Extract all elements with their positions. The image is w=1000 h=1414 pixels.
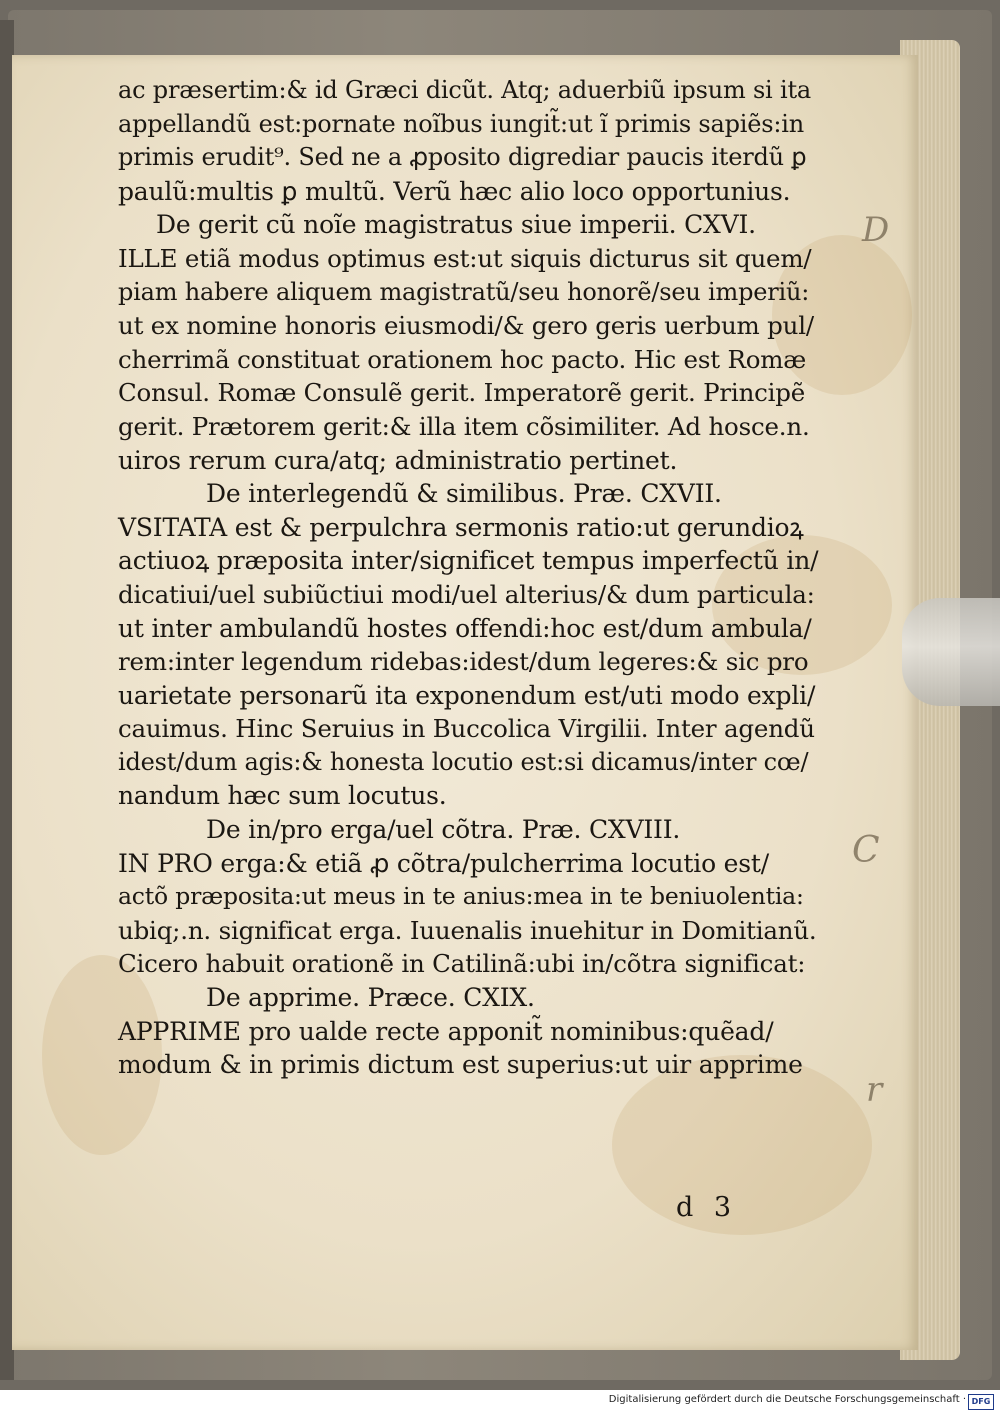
text-line: actõ præposita:ut meus in te anius:mea in te beniuolentia:: [118, 882, 804, 911]
text-line: piam habere aliquem magistratũ/seu honorẽ/seu imperiũ:: [118, 277, 810, 306]
text-line: APPRIME pro ualde recte apponit̃ nominibus:quẽad/: [118, 1016, 774, 1046]
text-line: VSITATA est & perpulchra sermonis ratio:ut gerundioꝝ: [118, 512, 804, 542]
margin-annotation: r: [866, 1070, 883, 1110]
text-line: cauimus. Hinc Seruius in Buccolica Virgilii. Inter agendũ: [118, 714, 815, 744]
text-line: paulũ:multis ꝑ multũ. Verũ hæc alio loco opportunius.: [118, 176, 791, 206]
text-line: uiros rerum cura/atq; administratio pertinet.: [118, 445, 678, 475]
text-line: cherrimã constituat orationem hoc pacto. Hic est Romæ: [118, 344, 807, 374]
page-text: [118, 74, 818, 1082]
margin-annotation: D: [862, 210, 890, 250]
text-line: rem:inter legendum ridebas:idest/dum legeres:& sic pro: [118, 647, 809, 677]
text-line: dicatiui/uel subiũctiui modi/uel alterius/& dum particula:: [118, 579, 815, 609]
footer-bar: [0, 1390, 1000, 1414]
text-line: actiuoꝝ præposita inter/significet tempus imperfectũ in/: [118, 546, 819, 576]
text-line: IN PRO erga:& etiã ꝓ cõtra/pulcherrima locutio est/: [118, 848, 769, 878]
text-line: ubiq;.n. significat erga. Iuuenalis inuehitur in Domitianũ.: [118, 915, 817, 945]
text-line: ILLE etiã modus optimus est:ut siquis dicturus sit quem/: [118, 243, 812, 273]
foxing-stain: [612, 1055, 872, 1235]
section-heading: De apprime. Præce. CXIX.: [206, 983, 535, 1013]
text-line: idest/dum agis:& honesta locutio est:si dicamus/inter cœ/: [118, 747, 809, 776]
text-line: nandum hæc sum locutus.: [118, 781, 447, 811]
section-heading: De in/pro erga/uel cõtra. Præ. CXVIII.: [206, 815, 681, 845]
section-heading: De gerit cũ noĩe magistratus siue imperii. CXVI.: [156, 210, 756, 240]
text-line: ut inter ambulandũ hostes offendi:hoc est/dum ambula/: [118, 613, 812, 643]
signature-mark: d 3: [676, 1192, 738, 1223]
section-heading: De interlegendũ & similibus. Præ. CXVII.: [206, 479, 722, 509]
text-line: gerit. Prætorem gerit:& illa item cõsimiliter. Ad hosce.n.: [118, 411, 810, 441]
text-line: uarietate personarũ ita exponendum est/uti modo expli/: [118, 680, 816, 710]
text-line: modum & in primis dictum est superius:ut uir apprime: [118, 1050, 803, 1080]
text-line: appellandũ est:pornate noĩbus iungit̃:ut ĩ primis sapiẽs:in: [118, 109, 805, 138]
page-clip: [902, 598, 1000, 706]
footer-credit: Digitalisierung gefördert durch die Deutsche Forschungsgemeinschaft ·: [608, 1394, 966, 1405]
text-line: ac præsertim:& id Græci dicũt. Atq; aduerbiũ ipsum si ita: [118, 76, 811, 104]
text-line: ut ex nomine honoris eiusmodi/& gero geris uerbum pul/: [118, 311, 814, 341]
text-line: Consul. Romæ Consulẽ gerit. Imperatorẽ gerit. Principẽ: [118, 378, 806, 408]
margin-annotation: C: [852, 830, 880, 871]
text-line: Cicero habuit orationẽ in Catilinã:ubi in/cõtra significat:: [118, 949, 806, 979]
text-line: primis erudit⁹. Sed ne a ꝓposito digrediar paucis iterdũ ꝑ: [118, 143, 807, 172]
dfg-logo-icon: DFG: [968, 1394, 994, 1410]
